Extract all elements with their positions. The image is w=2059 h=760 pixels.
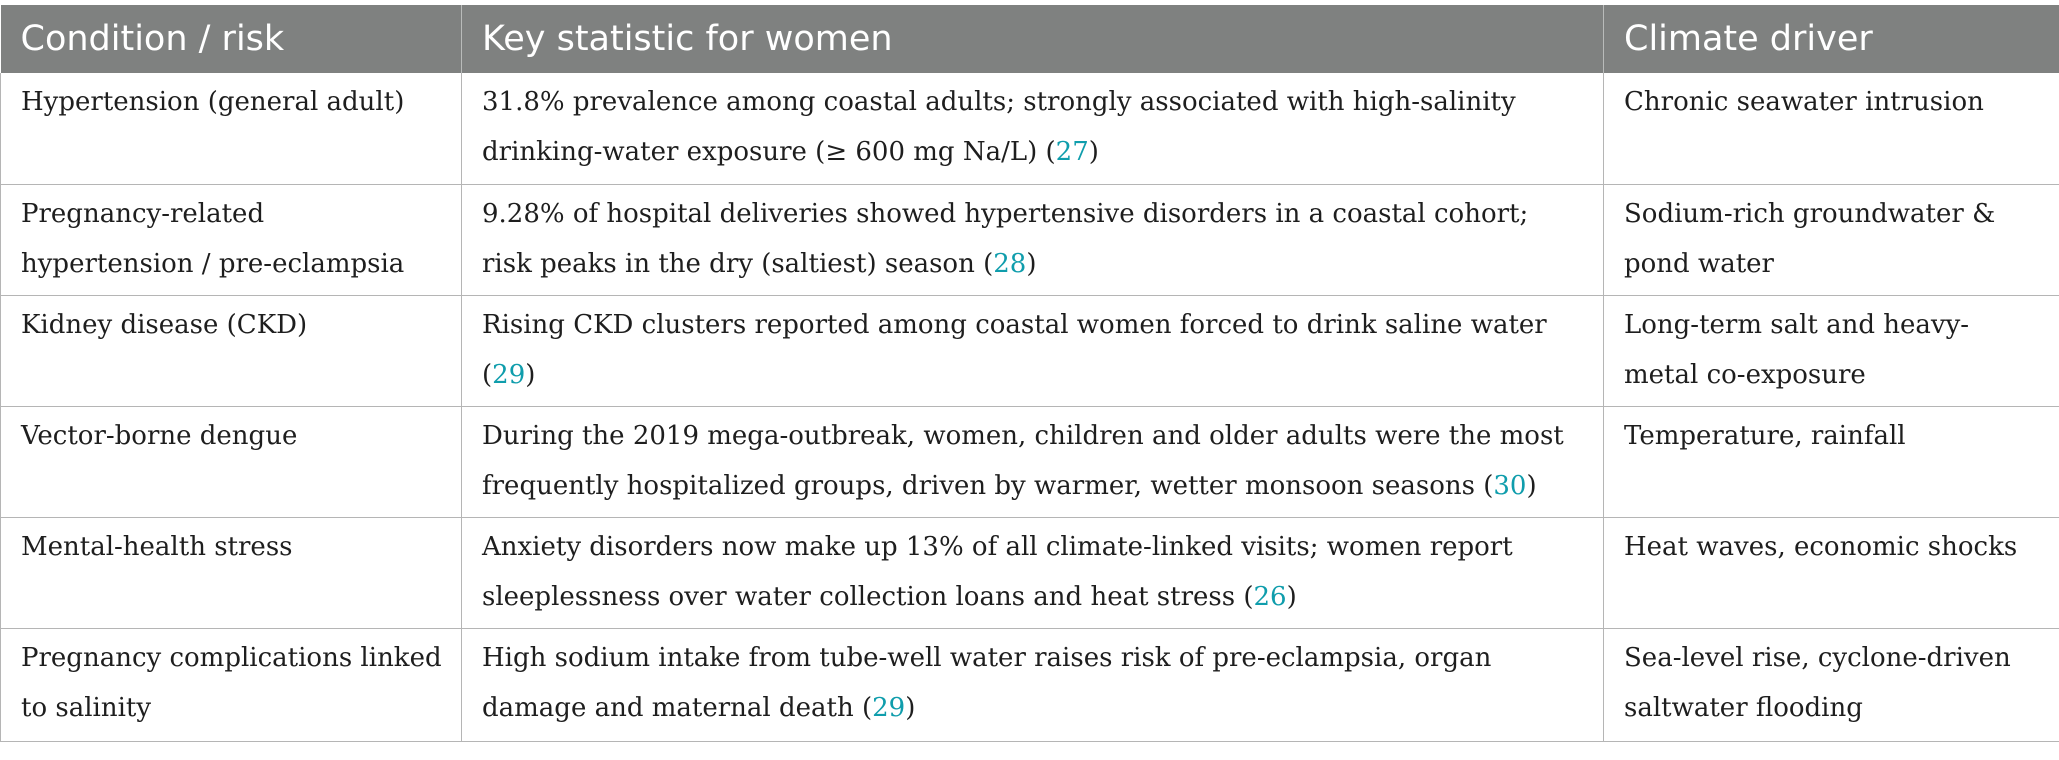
statistic-cell xyxy=(462,517,1604,628)
statistic-text: Anxiety disorders now make up 13% of all climate-linked visits; women report sleeplessness over water collection loans and heat stress ( xyxy=(482,531,1513,612)
condition-cell: Kidney disease (CKD) xyxy=(1,295,462,406)
header-statistic: Key statistic for women xyxy=(462,5,1604,73)
statistic-text: 31.8% prevalence among coastal adults; strongly associated with high-salinity drinking-water exposure (≥ 600 mg Na/L) ( xyxy=(482,87,1516,167)
table-row xyxy=(1,517,2059,628)
driver-cell: Temperature, rainfall xyxy=(1604,406,2059,517)
reference-link[interactable]: 30 xyxy=(1493,470,1527,501)
driver-cell: Heat waves, economic shocks xyxy=(1604,517,2059,628)
header-row xyxy=(1,5,2059,73)
statistic-text: Rising CKD clusters reported among coastal women forced to drink saline water ( xyxy=(482,309,1547,390)
reference-link[interactable]: 27 xyxy=(1055,137,1089,167)
condition-cell: Pregnancy complications linked to salinity xyxy=(1,628,462,741)
header-driver: Climate driver xyxy=(1604,5,2059,73)
driver-cell: Chronic seawater intrusion xyxy=(1604,73,2059,184)
health-risk-table xyxy=(0,5,2059,742)
closing-paren: ) xyxy=(1286,581,1297,612)
statistic-cell xyxy=(462,295,1604,406)
statistic-text: 9.28% of hospital deliveries showed hypertensive disorders in a coastal cohort; risk peaks in the dry (saltiest) season ( xyxy=(482,198,1529,279)
closing-paren: ) xyxy=(525,359,536,390)
table-header xyxy=(1,5,2059,73)
closing-paren: ) xyxy=(905,692,916,723)
reference-link[interactable]: 26 xyxy=(1253,581,1287,612)
closing-paren: ) xyxy=(1088,137,1099,167)
reference-link[interactable]: 28 xyxy=(993,248,1027,279)
condition-cell: Hypertension (general adult) xyxy=(1,73,462,184)
header-condition: Condition / risk xyxy=(1,5,462,73)
statistic-cell xyxy=(462,73,1604,184)
table-row xyxy=(1,184,2059,295)
statistic-cell xyxy=(462,184,1604,295)
driver-cell: Long-term salt and heavy-metal co-exposure xyxy=(1604,295,2059,406)
driver-cell: Sea-level rise, cyclone-driven saltwater flooding xyxy=(1604,628,2059,741)
table-row xyxy=(1,73,2059,184)
closing-paren: ) xyxy=(1026,248,1037,279)
table-row xyxy=(1,406,2059,517)
closing-paren: ) xyxy=(1526,470,1537,501)
condition-cell: Vector-borne dengue xyxy=(1,406,462,517)
statistic-text: During the 2019 mega-outbreak, women, children and older adults were the most frequently hospitalized groups, driven by warmer, wetter monsoon seasons ( xyxy=(482,420,1564,501)
condition-cell: Mental-health stress xyxy=(1,517,462,628)
statistic-cell xyxy=(462,628,1604,741)
driver-cell: Sodium-rich groundwater & pond water xyxy=(1604,184,2059,295)
reference-link[interactable]: 29 xyxy=(872,692,906,723)
table-body xyxy=(1,73,2059,741)
condition-cell: Pregnancy-related hypertension / pre-eclampsia xyxy=(1,184,462,295)
statistic-text: High sodium intake from tube-well water raises risk of pre-eclampsia, organ damage and maternal death ( xyxy=(482,642,1492,723)
reference-link[interactable]: 29 xyxy=(492,359,526,390)
table-row xyxy=(1,628,2059,741)
table-row xyxy=(1,295,2059,406)
statistic-cell xyxy=(462,406,1604,517)
